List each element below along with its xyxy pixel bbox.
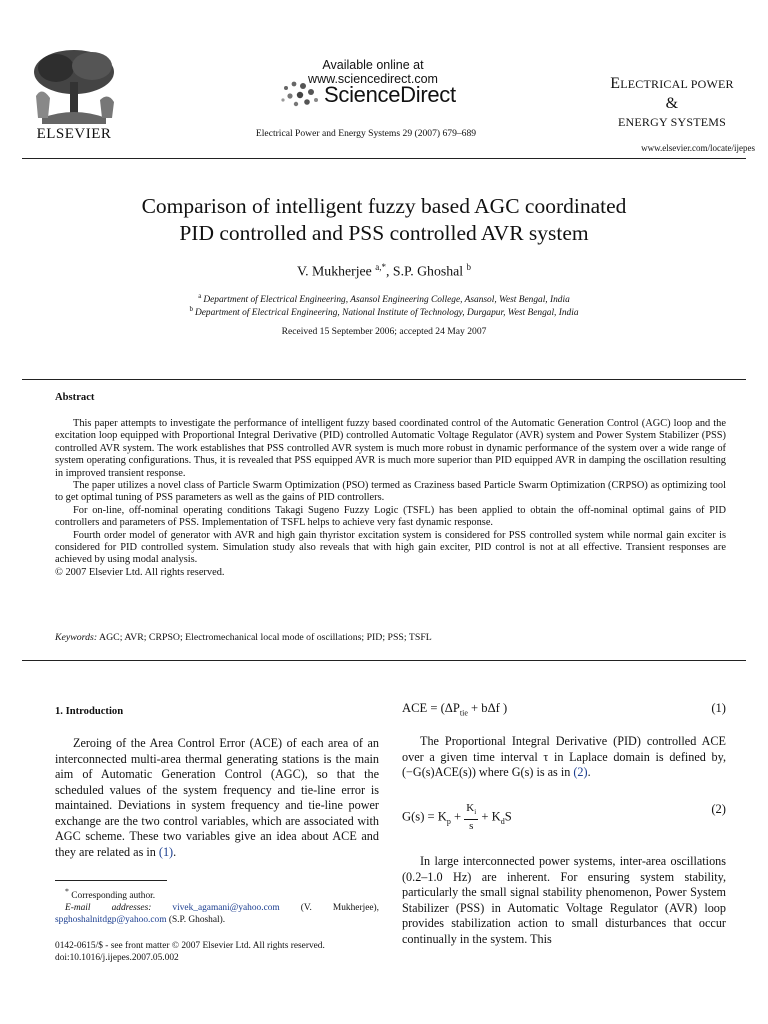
intro-paragraph-3: In large interconnected power systems, inter-area oscillations (0.2–1.0 Hz) are inherent. For ensuring system stability, particularly the small signal stability phenomenon, Power System Stabilizer (PSS) in Automatic Voltage Regulator (AVR) loop provides stabilization action to small disturbances that occur continually in the system. This <box>402 854 726 946</box>
abstract-paragraph-3: For on-line, off-nominal operating conditions Takagi Sugeno Fuzzy Logic (TSFL) has been applied to obtain the off-nominal optimal gains of PID controllers and parameters of PSS. Implementation of TSFL helps to achieve very fast dynamic response. <box>55 504 726 529</box>
sciencedirect-dots-icon <box>278 78 322 112</box>
eq2-fraction-numerator <box>464 802 478 820</box>
eq1-subscript: tie <box>459 708 468 718</box>
email-label: E-mail addresses: <box>65 903 152 914</box>
journal-name-line3: ENERGY SYSTEMS <box>617 115 727 129</box>
intro-paragraph-1-text: Zeroing of the Area Control Error (ACE) of each area of an interconnected multi-area thermal generating stations is the main aim of Automatic Generation Control (AGC), so that the scheduled values of the system frequency and tie-line error is maintained. Deviations in system frequency and tie-line power exchange are the two control variables, which are associated with AGC scheme. These two variables give an idea about ACE and they are related as in <box>55 736 379 859</box>
email-2-owner: (S.P. Ghoshal). <box>166 915 226 926</box>
abstract-paragraph-2: The paper utilizes a novel class of Particle Swarm Optimization (PSO) termed as Craziness based Particle Swarm Optimization (CRPSO) as optimizing tool to get optimal tuning of PSS parameters as well as the gains of PID controllers. <box>55 480 726 504</box>
equation-ref-2-link[interactable]: (2) <box>573 765 588 779</box>
affiliation-b-text: Department of Electrical Engineering, National Institute of Technology, Durgapur, West Bengal, India <box>194 308 579 319</box>
author-list <box>60 262 708 280</box>
right-column-text-2 <box>402 854 726 947</box>
footnote-divider <box>55 880 167 881</box>
intro-paragraph-1-end: . <box>173 844 177 859</box>
footnote-emails <box>55 902 379 926</box>
header-divider <box>22 158 746 159</box>
author-1-affiliation-mark[interactable]: a,* <box>375 262 387 272</box>
journal-name-block <box>602 74 742 132</box>
eq2-fraction-denominator: s <box>469 820 474 833</box>
affiliation-a <box>60 292 708 305</box>
keywords-line <box>55 632 726 643</box>
publisher-name: ELSEVIER <box>36 126 112 142</box>
eq2-tail: S <box>504 809 512 824</box>
intro-paragraph-2 <box>402 734 726 781</box>
eq2-subscript-d: d <box>500 817 505 826</box>
journal-url-link[interactable]: www.elsevier.com/locate/ijepes <box>641 143 755 153</box>
affiliation-b <box>60 305 708 318</box>
left-column-text <box>55 736 379 860</box>
equation-2-number: (2) <box>711 802 726 816</box>
affiliation-a-text: Department of Electrical Engineering, Asansol Engineering College, Asansol, West Bengal, India <box>203 295 570 306</box>
intro-paragraph-2-text: The Proportional Integral Derivative (PID) controlled ACE over a given time interval τ in Laplace domain is defined by, (−G(s)ACE(s)) where G(s) is as in <box>402 734 726 779</box>
abstract-copyright: © 2007 Elsevier Ltd. All rights reserved. <box>55 566 225 578</box>
eq2-plus-1: + <box>450 809 465 824</box>
journal-name-ampersand: & <box>665 95 679 112</box>
equation-1 <box>402 701 726 718</box>
author-separator: , <box>386 263 393 279</box>
footnotes <box>55 886 379 926</box>
author-2-affiliation-mark[interactable]: b <box>466 262 472 272</box>
journal-name-line1: LECTRICAL POWER <box>620 77 734 91</box>
title-line-1: Comparison of intelligent fuzzy based AGC coordinated <box>141 194 627 218</box>
eq2-frac-sub-i: i <box>474 808 477 817</box>
equation-ref-1-link[interactable]: (1) <box>158 844 174 859</box>
eq1-lhs: ACE = (ΔP <box>402 701 460 715</box>
issn-line: 0142-0615/$ - see front matter © 2007 Elsevier Ltd. All rights reserved. <box>55 941 325 951</box>
footnote-corresponding <box>55 886 379 902</box>
eq2-fraction <box>464 802 478 833</box>
journal-citation: Electrical Power and Energy Systems 29 (2007) 679–689 <box>255 128 477 139</box>
email-1-owner: (V. Mukherjee), <box>279 903 379 914</box>
article-title <box>60 193 708 247</box>
eq2-lhs: G(s) = K <box>402 809 447 824</box>
received-dates: Received 15 September 2006; accepted 24 May 2007 <box>281 326 487 337</box>
footnote-corresponding-text: Corresponding author. <box>71 891 156 902</box>
eq1-rhs: + bΔf ) <box>467 701 508 715</box>
eq2-subscript-p: p <box>446 817 451 826</box>
footnote-star: * <box>65 887 69 896</box>
affiliation-a-label: a <box>198 292 202 300</box>
intro-paragraph-2-end: . <box>587 765 591 779</box>
affiliation-b-label: b <box>189 305 193 313</box>
keywords-label: Keywords: <box>55 632 98 643</box>
author-2: S.P. Ghoshal <box>392 263 464 279</box>
abstract-top-divider <box>22 379 746 380</box>
keywords-list: AGC; AVR; CRPSO; Electromechanical local mode of oscillations; PID; PSS; TSFL <box>99 632 432 643</box>
section-heading-introduction: 1. Introduction <box>55 706 124 717</box>
abstract-paragraph-4: Fourth order model of generator with AVR and high gain thyristor excitation system is considered for PSS controlled system while normal gain exciter is considered for PID controlled system. Simulation study also reveals that with high gain exciter, PID control is not at all effective. Transient responses are achieved by using modal analysis. <box>55 529 726 566</box>
front-matter-info <box>55 940 379 964</box>
intro-paragraph-1 <box>55 736 379 860</box>
author-1: V. Mukherjee <box>296 263 372 279</box>
title-line-2: PID controlled and PSS controlled AVR system <box>179 221 589 245</box>
available-online-text[interactable]: Available online at www.sciencedirect.com <box>308 58 438 86</box>
abstract-paragraph-1: This paper attempts to investigate the performance of intelligent fuzzy based coordinated control of the Automatic Generation Control (AGC) loop and the excitation loop equipped with Proportional Integral Derivative (PID) controlled Automatic Voltage Regulator (AVR) system and Power System Stabilizer (PSS) controlled AVR system. The work establishes that PSS controlled AVR system is much more robust in dynamic performance of the system over a wide range of system operating configurations. Thus, it is revealed that PSS equipped AVR is much more superior than PID equipped AVR in damping the oscillation resulting in improved transient response. <box>55 418 726 479</box>
equation-1-number: (1) <box>711 701 726 715</box>
email-1-link[interactable]: vivek_agamani@yahoo.com <box>172 903 280 914</box>
equation-2 <box>402 794 726 834</box>
abstract-bottom-divider <box>22 660 746 661</box>
sciencedirect-wordmark[interactable]: ScienceDirect <box>324 82 456 107</box>
eq2-frac-k: K <box>466 802 475 814</box>
abstract-heading: Abstract <box>55 392 95 403</box>
email-2-link[interactable]: spghoshalnitdgp@yahoo.com <box>55 915 167 926</box>
eq2-plus-2: + K <box>481 809 501 824</box>
elsevier-tree-logo <box>22 46 126 126</box>
right-column-text-1 <box>402 734 726 781</box>
abstract-body <box>55 418 726 579</box>
journal-name-initial: E <box>610 75 621 92</box>
doi-line[interactable]: doi:10.1016/j.ijepes.2007.05.002 <box>55 953 179 963</box>
